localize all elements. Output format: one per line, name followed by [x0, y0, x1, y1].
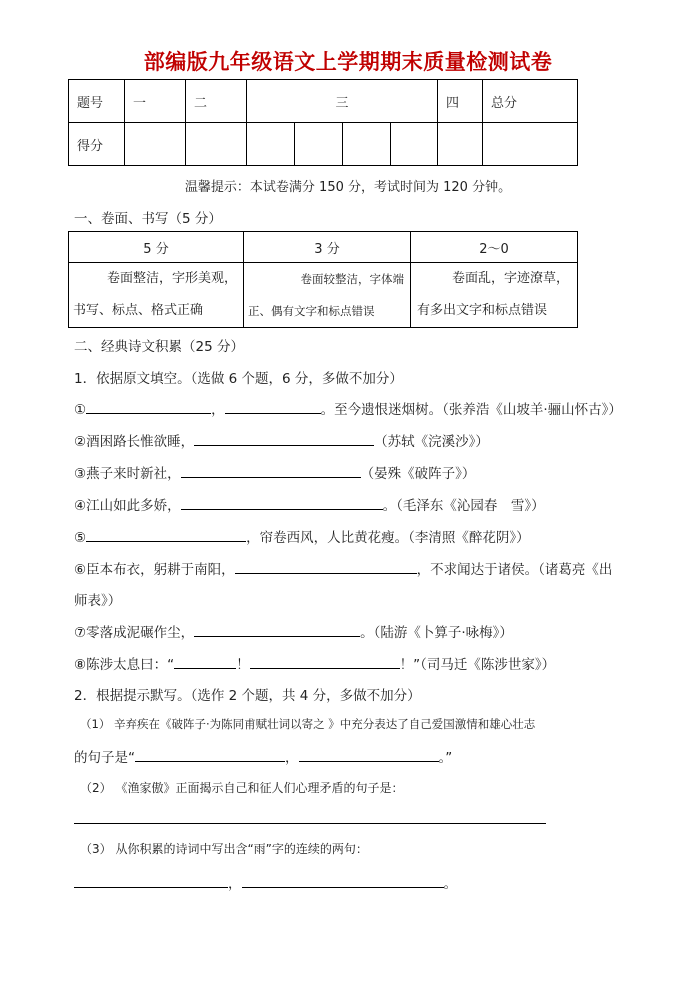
fill-item-8: ⑧陈涉太息曰：“ ！ ！”（司马迁《陈涉世家》） — [74, 653, 555, 673]
score-header-cell: 总分 — [483, 80, 578, 123]
answer-blank[interactable] — [194, 431, 374, 446]
score-input-cell[interactable] — [295, 123, 343, 166]
score-header-cell: 三 — [247, 80, 438, 123]
answer-blank[interactable] — [225, 399, 321, 414]
criteria-text: 书写、标点、格式正确 — [73, 303, 204, 318]
score-header-cell: 二 — [186, 80, 247, 123]
question-1: 1．依据原文填空。（选做 6 个题，6 分，多做不加分） — [74, 371, 403, 387]
fill-item-2: ②酒困路长惟欲睡， （苏轼《浣溪沙》） — [74, 430, 489, 450]
fill-item-7: ⑦零落成泥碾作尘， 。（陆游《卜算子·咏梅》） — [74, 621, 513, 641]
score-input-cell[interactable] — [186, 123, 247, 166]
answer-blank[interactable] — [181, 495, 383, 510]
question-2-1-answer: 的句子是“ ， 。” — [74, 746, 452, 766]
page-title: 部编版九年级语文上学期期末质量检测试卷 — [143, 49, 553, 74]
criteria-text: 卷面较整洁，字体端 — [300, 272, 404, 286]
score-header-cell: 题号 — [69, 80, 125, 123]
answer-blank[interactable] — [181, 463, 361, 478]
fill-item-4: ④江山如此多娇， 。（毛泽东《沁园春 雪》） — [74, 494, 545, 514]
score-input-cell[interactable] — [438, 123, 483, 166]
score-header-cell: 四 — [438, 80, 483, 123]
handwriting-criteria-table — [68, 231, 578, 328]
fill-item-5: ⑤ ，帘卷西风，人比黄花瘦。（李清照《醉花阴》） — [74, 526, 530, 546]
score-input-cell[interactable] — [343, 123, 391, 166]
criteria-text: 有多出文字和标点错误 — [417, 303, 548, 318]
answer-blank[interactable] — [235, 559, 417, 574]
criteria-header: 3 分 — [244, 232, 411, 263]
fill-item-1: ① ， 。至今遗恨迷烟树。（张养浩《山坡羊·骊山怀古》） — [74, 398, 622, 418]
answer-blank[interactable] — [74, 873, 228, 888]
answer-line[interactable] — [74, 823, 546, 824]
criteria-header: 2～0 — [411, 232, 578, 263]
answer-blank[interactable] — [242, 873, 444, 888]
question-2-2: （2） 《渔家傲》正面揭示自己和征人们心理矛盾的句子是： — [80, 781, 404, 795]
criteria-cell — [244, 263, 411, 328]
answer-blank[interactable] — [86, 527, 246, 542]
score-row-label: 得分 — [69, 123, 125, 166]
score-input-cell[interactable] — [125, 123, 186, 166]
section1-heading: 一、卷面、书写（5 分） — [74, 211, 222, 227]
question-2-1: （1） 辛弃疾在《破阵子·为陈同甫赋壮词以寄之 》中充分表达了自己爱国激情和雄心壮志 — [80, 717, 536, 731]
criteria-cell — [411, 263, 578, 328]
answer-blank[interactable] — [135, 747, 285, 762]
answer-blank[interactable] — [194, 622, 360, 637]
criteria-cell — [69, 263, 244, 328]
exam-tip: 温馨提示：本试卷满分 150 分，考试时间为 120 分钟。 — [184, 180, 512, 195]
question-2: 2．根据提示默写。（选作 2 个题，共 4 分，多做不加分） — [74, 688, 421, 704]
score-input-cell[interactable] — [391, 123, 438, 166]
criteria-text: 卷面乱，字迹潦草， — [451, 271, 569, 286]
fill-item-6-cont: 师表》） — [74, 593, 122, 609]
answer-blank[interactable] — [174, 654, 236, 669]
score-table — [68, 79, 578, 166]
fill-item-6: ⑥臣本布衣，躬耕于南阳， ，不求闻达于诸侯。（诸葛亮《出 — [74, 558, 612, 578]
answer-blank[interactable] — [86, 399, 211, 414]
criteria-text: 正、偶有文字和标点错误 — [248, 304, 375, 318]
answer-blank[interactable] — [250, 654, 400, 669]
section2-heading: 二、经典诗文积累（25 分） — [74, 339, 244, 355]
question-2-3: （3） 从你积累的诗词中写出含“雨”字的连续的两句： — [80, 842, 368, 856]
score-input-cell[interactable] — [483, 123, 578, 166]
answer-blank[interactable] — [299, 747, 439, 762]
score-header-cell: 一 — [125, 80, 186, 123]
criteria-text: 卷面整洁，字形美观， — [106, 271, 237, 286]
question-2-3-answer: ， 。 — [74, 872, 457, 892]
score-input-cell[interactable] — [247, 123, 295, 166]
criteria-header: 5 分 — [69, 232, 244, 263]
fill-item-3: ③燕子来时新社， （晏殊《破阵子》） — [74, 462, 475, 482]
